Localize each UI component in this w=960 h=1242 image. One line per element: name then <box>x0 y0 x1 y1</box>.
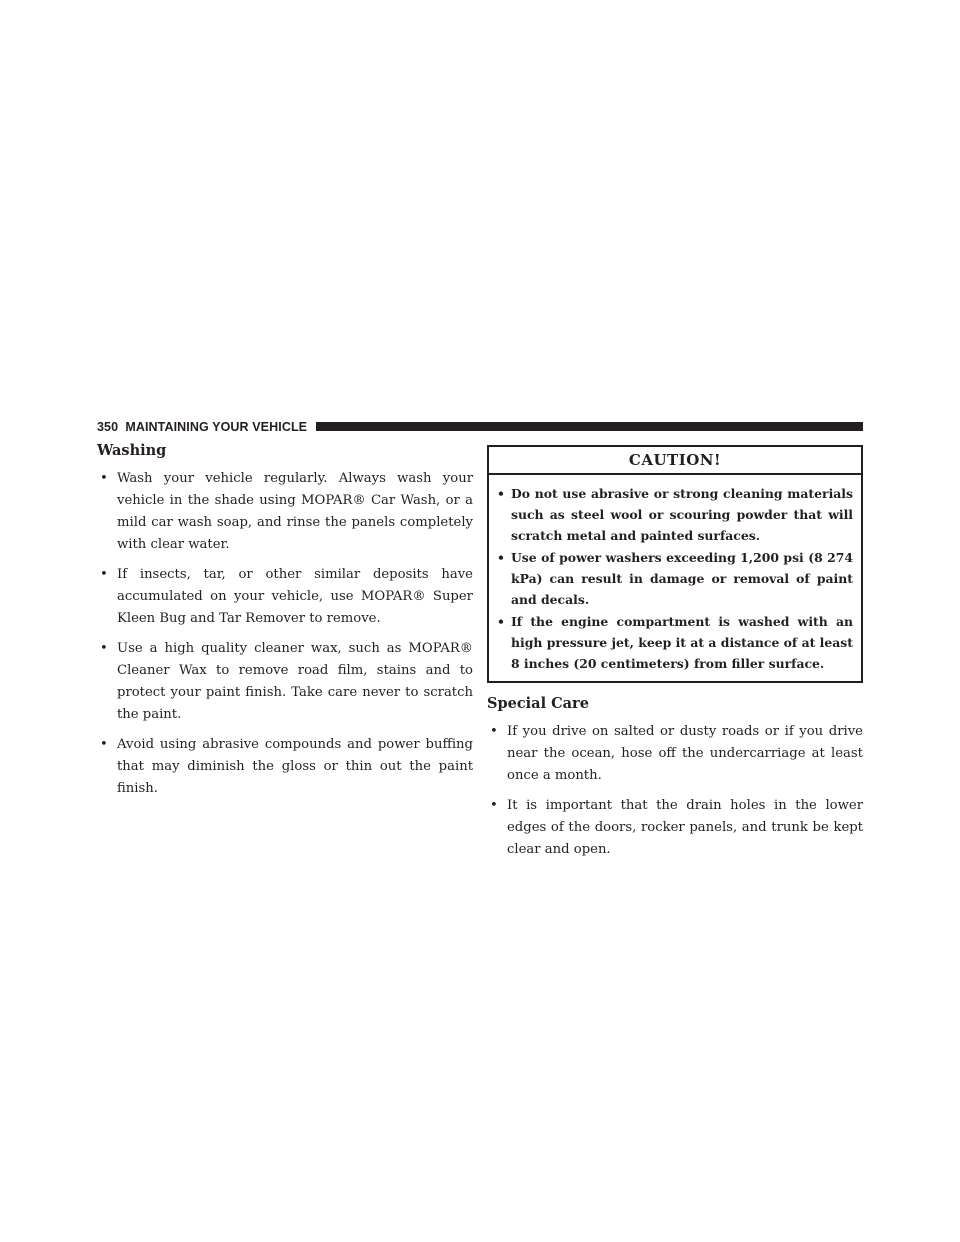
page-header-text <box>97 419 307 435</box>
page-number: 350 <box>97 420 119 434</box>
list-item: • Avoid using abrasive compounds and power buffing that may diminish the gloss or thin out the paint finish. <box>97 734 473 800</box>
bullet-icon: • <box>100 471 108 486</box>
special-care-heading: Special Care <box>487 695 589 712</box>
list-item: • Do not use abrasive or strong cleaning materials such as steel wool or scouring powder that will scratch metal and painted surfaces. <box>497 483 853 546</box>
special-care-section <box>487 693 863 861</box>
list-item: • Use a high quality cleaner wax, such as MOPAR® Cleaner Wax to remove road film, stains and to protect your paint finish. Take care never to scratch the paint. <box>97 638 473 726</box>
header-rule <box>316 422 863 431</box>
bullet-icon: • <box>497 614 505 629</box>
page-header <box>97 419 863 435</box>
bullet-icon: • <box>100 567 108 582</box>
bullet-icon: • <box>490 724 498 739</box>
list-item: • If insects, tar, or other similar deposits have accumulated on your vehicle, use MOPAR® Super Kleen Bug and Tar Remover to remove. <box>97 564 473 630</box>
list-item: • Use of power washers exceeding 1,200 psi (8 274 kPa) can result in damage or removal of paint and decals. <box>497 547 853 610</box>
section-title: MAINTAINING YOUR VEHICLE <box>125 420 308 434</box>
washing-heading: Washing <box>97 442 167 459</box>
bullet-icon: • <box>100 737 108 752</box>
left-column <box>97 440 473 808</box>
washing-list <box>97 468 473 800</box>
list-item: • Wash your vehicle regularly. Always wash your vehicle in the shade using MOPAR® Car Wash, or a mild car wash soap, and rinse the panels completely with clear water. <box>97 468 473 556</box>
bullet-icon: • <box>100 641 108 656</box>
list-item: • It is important that the drain holes in the lower edges of the doors, rocker panels, and trunk be kept clear and open. <box>487 795 863 861</box>
bullet-icon: • <box>497 550 505 565</box>
caution-title: CAUTION! <box>489 447 861 475</box>
caution-list <box>489 475 861 681</box>
list-item: • If you drive on salted or dusty roads or if you drive near the ocean, hose off the undercarriage at least once a month. <box>487 721 863 787</box>
caution-box <box>487 445 863 683</box>
list-item: • If the engine compartment is washed with an high pressure jet, keep it at a distance of at least 8 inches (20 centimeters) from filler surface. <box>497 611 853 674</box>
bullet-icon: • <box>497 486 505 501</box>
right-column <box>487 445 863 869</box>
bullet-icon: • <box>490 798 498 813</box>
special-care-list <box>487 721 863 861</box>
